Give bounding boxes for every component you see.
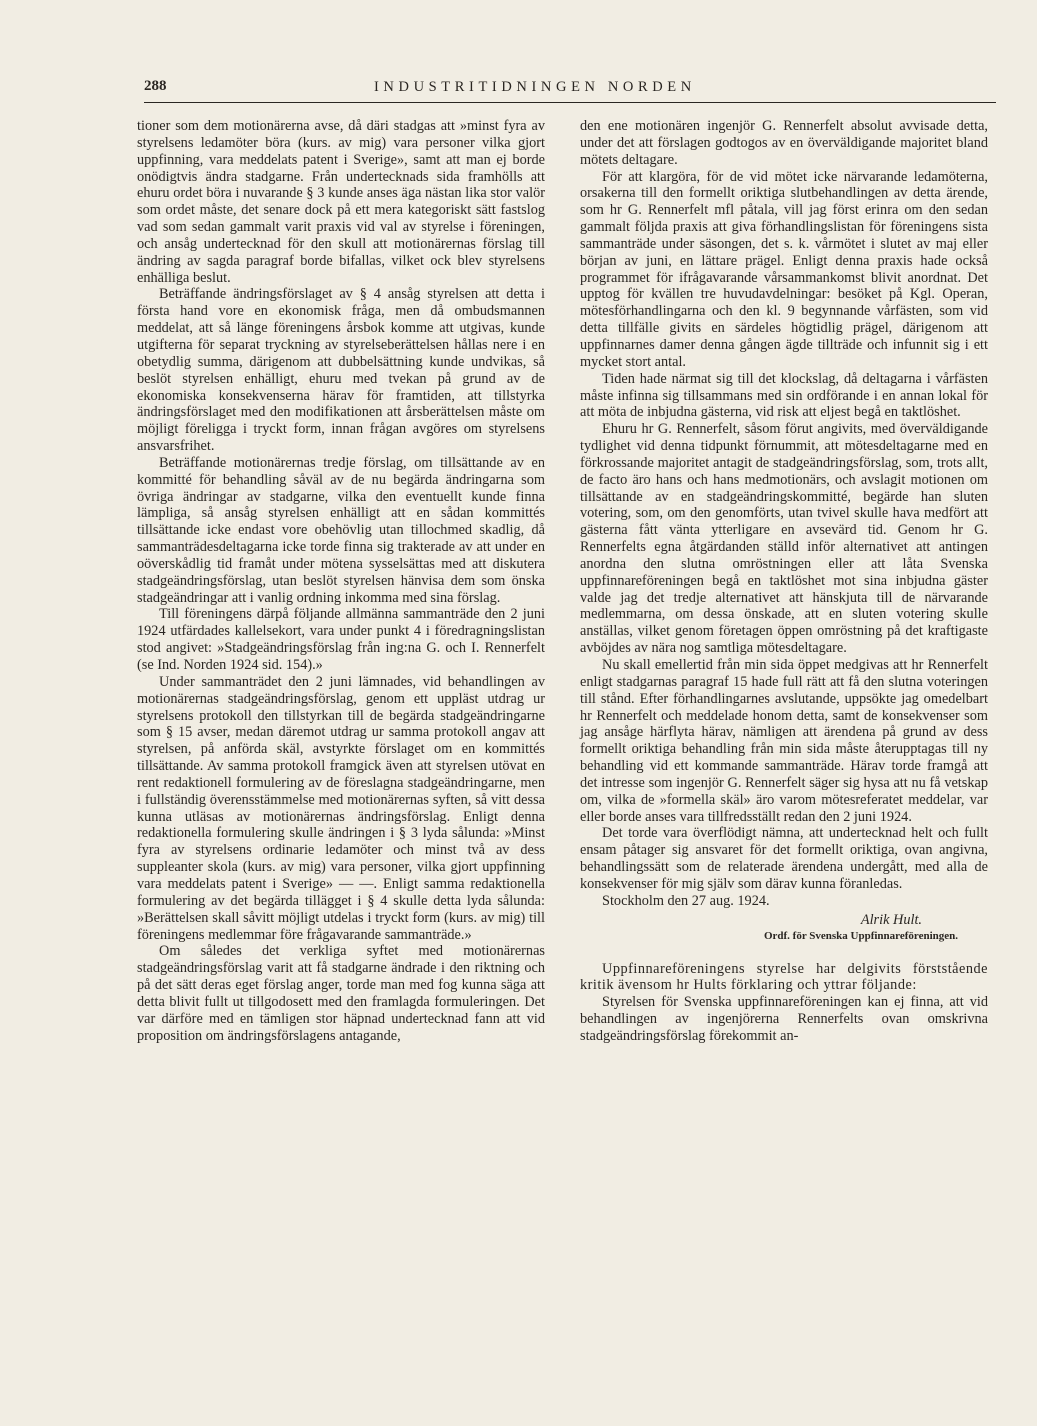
- place-date: Stockholm den 27 aug. 1924.: [602, 892, 770, 909]
- signature-title: Ordf. för Svenska Uppfinnareföreningen.: [763, 929, 958, 942]
- paragraph: den ene motionären ingenjör G. Rennerfelt absolut avvisade detta, under det att förslagen godtogos av en överväldigande majoritet bland mötets deltagare.: [580, 118, 988, 168]
- page-header: [144, 78, 996, 103]
- paragraph: tioner som dem motionärerna avse, då däri stadgas att »minst fyra av styrelsens ledamöter böra (kurs. av mig) vara personer vilka gjort uppfinning, vara meddelats patent i Sverige», samt att man ej borde onödigtvis ändra stadgarne. Från undertecknads sida framhölls att ehuru ordet böra i nuvarande § 3 kunde anses äga nästan lika stor valör som ordet måste, det senare dock på ett mera kategoriskt sätt fastslog vad som sedan gammalt varit praxis vid val av styrelse i föreningen, och ansåg undertecknad för den skull att motionärernas förslag till ändring av sagda paragraf borde bifallas, vilket ock blev styrelsens enhälliga beslut.: [137, 118, 545, 286]
- paragraph: Styrelsen för Svenska uppfinnareföreningen kan ej finna, att vid behandlingen av ingenjörerna Rennerfelts ovan omskrivna stadgeändringsförslag förekommit an-: [580, 994, 988, 1044]
- journal-title: INDUSTRITIDNINGEN NORDEN: [374, 79, 696, 95]
- paragraph: Det torde vara överflödigt nämna, att undertecknad helt och fullt ensam påtager sig ansvaret för det formellt oriktiga, ovan angivna, behandlingssätt som de relaterade ärendena undergått, med alla de konsekvenser för mig själv som därav kunna föranledas.: [580, 825, 988, 892]
- paragraph: Uppfinnareföreningens styrelse har delgivits förststående kritik ävensom hr Hults förklaring och yttrar följande:: [580, 960, 988, 994]
- right-column: [580, 118, 988, 1045]
- paragraph: Beträffande ändringsförslaget av § 4 ansåg styrelsen att detta i första hand vore en ekonomisk fråga, men då ombudsmannen meddelat, att så länge föreningens årsbok komme att utgivas, kunde utgifterna för separat tryckning av styrelseberättelsen hållas nere i en obetydlig summa, därigenom att dubbelsättning kunde undvikas, så beslöt styrelsen enhälligt, ehuru med tvekan på grund av de ekonomiska konsekvenserna härav för framtiden, att tillstyrka ändringsförslaget med den modifikationen att årsberättelsen måste om möjligt föreligga i tryckt form, innan frågan avgöres om styrelsens ansvarsfrihet.: [137, 286, 545, 455]
- left-column: [137, 118, 545, 1044]
- paragraph: Nu skall emellertid från min sida öppet medgivas att hr Rennerfelt enligt stadgarnas paragraf 15 hade full rätt att få den slutna voteringen till stånd. Efter förhandlingarnes avslutande, uppsökte jag omedelbart hr Rennerfelt och meddelade honom detta, samt de konsekvenser som jag ansåge härflyta härav, nämligen att ärendena på grund av dess formellt oriktiga behandling från min sida måste återupptagas till ny behandling vid ett kommande sammanträde. Härav torde framgå att det intresse som ingenjör G. Rennerfelt säger sig hysa att nu få vetskap om, vilka de »formella skäl» äro varom mötesreferatet meddelar, var eller borde anses vara tillfredsställt redan den 2 juni 1924.: [580, 657, 988, 825]
- paragraph: Till föreningens därpå följande allmänna sammanträde den 2 juni 1924 utfärdades kallelsekort, vara under punkt 4 i föredragningslistan stod angivet: »Stadgeändringsförslag från ing:na G. och I. Rennerfelt (se Ind. Norden 1924 sid. 154).»: [137, 606, 545, 673]
- signature-name: Alrik Hult.: [860, 911, 922, 928]
- paragraph: För att klargöra, för de vid mötet icke närvarande ledamöterna, orsakerna till den formellt oriktiga slutbehandlingen av detta ärende, som hr G. Rennerfelt mfl påtala, vill jag först erinra om den sedan gammalt följda praxis att giva förhandlingslistan för föreningens sista sammanträde under säsongen, det s. k. vårmötet i slutet av maj eller början av juni, en lättare prägel. Enligt denna praxis hade också programmet för ifrågavarande vårsammankomst blivit anordnat. Det upptog för kvällen tre huvudavdelningar: besöket på Kgl. Operan, mötesförhandlingarna och den kl. 9 begynnande vårfästen, som vid detta tillfälle givits en särdeles högtidlig prägel, därigenom att uppfinnarnes damer denna gången ägde tillträde och infunnit sig i ett mycket stort antal.: [580, 168, 988, 370]
- paragraph: Beträffande motionärernas tredje förslag, om tillsättande av en kommitté för behandling såväl av de nu begärda ändringarna som övriga ändringar av stadgarne, vilka den eventuellt kunde finna lämpliga, så ansåg styrelsen enhälligt att en sådan kommittés tillsättande icke endast vore obehövlig utan tillochmed skadlig, då sammanträdesdeltagarna icke torde finna sig trakterade av att under en oöverskådlig tid framåt under mötena sysselsättas med att diskutera stadgeändringsförslag, utan beslöt styrelsen hänvisa dem som önska stadgeändringar att i vanlig ordning inkomma med sina förslag.: [137, 454, 545, 606]
- paragraph: Under sammanträdet den 2 juni lämnades, vid behandlingen av motionärernas stadgeändringsförslag, genom ett uppläst utdrag ur styrelsens protokoll den tillstyrkan till de begärda stadgeändringarne som § 15 avser, medan däremot utdrag ur samma protokoll angav att styrelsen, på anförda skäl, avstyrkte förslaget om en kommittés tillsättande. Av samma protokoll framgick även att styrelsen utövat en rent redaktionell formulering av de föreslagna stadgeändringarne, men i fullständig överensstämmelse med motionärernas syften, så vitt dessa kunna utläsas av motionärernas ändringsförslag. Enligt denna redaktionella formulering skulle ändringen i § 3 lyda sålunda: »Minst fyra av styrelsens ordinarie ledamöter och minst två av dess suppleanter skola (kurs. av mig) vara personer, vilka gjort uppfinning vara meddelats patent i Sverige» — —. Enligt samma redaktionella formulering av det begärda tillägget i § 4 skulle detta lyda sålunda: »Berättelsen skall såvitt möjligt utdelas i tryckt form (kurs. av mig) till föreningens medlemmar före frågavarande sammanträde.»: [137, 673, 545, 943]
- paragraph: Ehuru hr G. Rennerfelt, såsom förut angivits, med överväldigande tydlighet vid denna tidpunkt förnummit, att mötesdeltagarne med en förkrossande majoritet antagit de stadgeändringsförslag, som, trots allt, de facto äro hans och hans medmotionärs, och avslagit motionen om tillsättande av en stadgeändringskommitté, begärde han sluten votering, som, om den genomförts, utan tvivel skulle hava medfört att gästerna fått vänta ytterligare en avsevärd tid. Genom hr G. Rennerfelts egna åtgärdanden ställd inför alternativet att antingen anordna den slutna omröstningen eller att låta Svenska uppfinnareföreningen begå en taktlöshet mot sina inbjudna gäster valde jag det tredje alternativet att hänskjuta till de närvarande medlemmarna, om dessa önskade, att en sluten votering skulle anställas, vilket genom företagen öppen omröstning på det kraftigaste avböjdes av nära nog samtliga mötesdeltagare.: [580, 421, 988, 657]
- paragraph: Om således det verkliga syftet med motionärernas stadgeändringsförslag varit att få stadgarne ändrade i den riktning och på det sätt deras eget förslag anger, torde man med fog kunna säga att detta blivit fullt ut tillgodosett med den framlagda formuleringen. Det var därföre med en tämligen stor häpnad undertecknad fann att vid proposition om ändringsförslagens antagande,: [137, 943, 545, 1044]
- page-number: 288: [144, 78, 167, 94]
- paragraph: Tiden hade närmat sig till det klockslag, då deltagarna i vårfästen måste infinna sig tillsammans med sin ordförande i en annan lokal för att möta de inbjudna gästerna, vid risk att eljest begå en taktlöshet.: [580, 370, 988, 421]
